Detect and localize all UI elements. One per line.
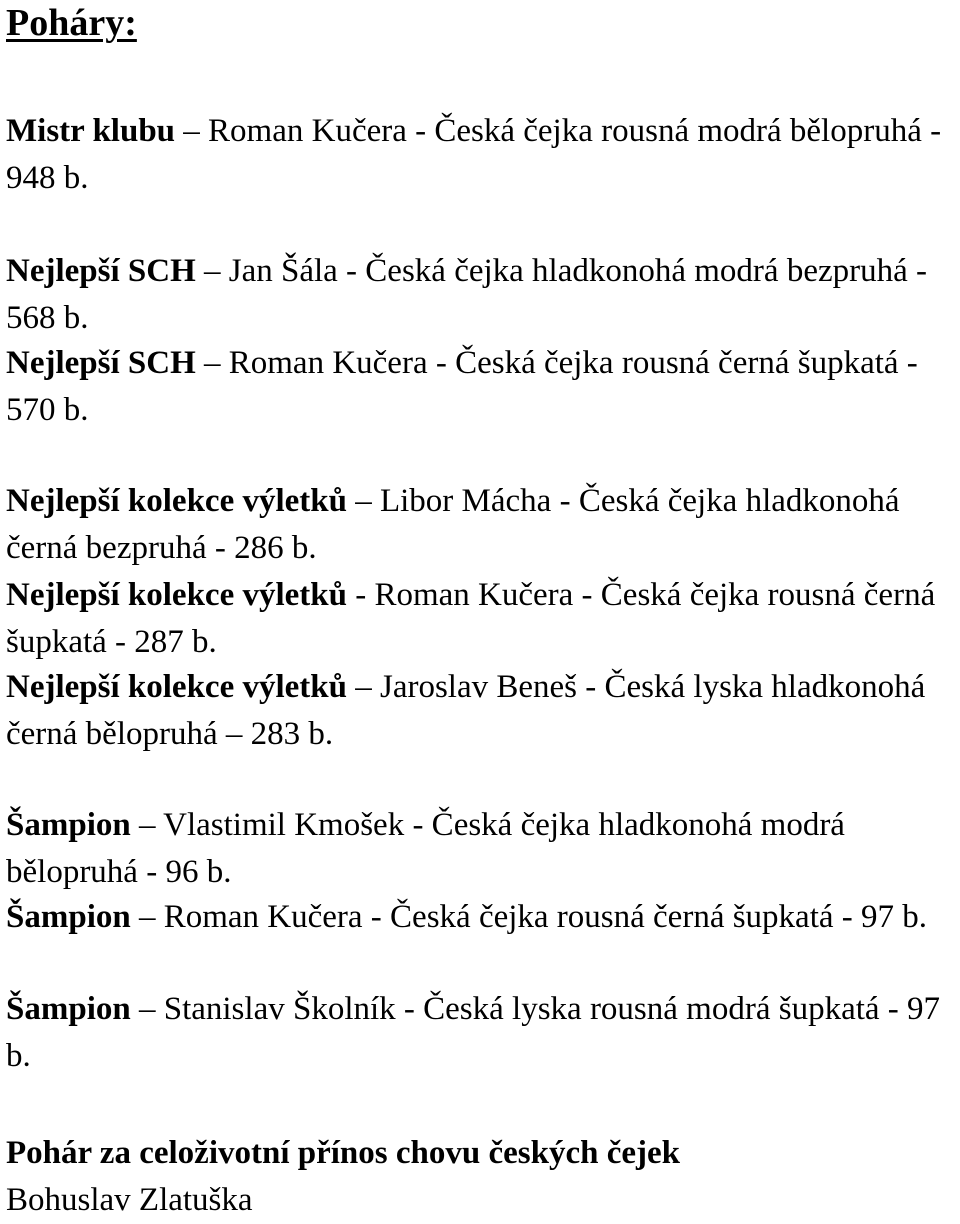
award-text: – Jaroslav Beneš - Česká lyska hladkonohá černá bělopruhá – 283 b. (6, 669, 926, 752)
document-page (6, 0, 956, 1218)
award-text: – Vlastimil Kmošek - Česká čejka hladkonohá modrá bělopruhá - 96 b. (6, 807, 845, 890)
award-text: – Roman Kučera - Česká čejka rousná černá šupkatá - 97 b. (130, 899, 928, 935)
award-label: Pohár za celoživotní přínos chovu českých čejek (6, 1135, 680, 1171)
award-lifetime (6, 1130, 680, 1224)
award-text: - Roman Kučera - Česká čejka rousná černá šupkatá - 287 b. (6, 577, 936, 660)
award-nejlepsi-sch-1 (6, 248, 956, 342)
award-text: – Libor Mácha - Česká čejka hladkonohá černá bezpruhá - 286 b. (6, 483, 900, 566)
award-label: Mistr klubu (6, 113, 176, 149)
award-kolekce-vyletku-3 (6, 664, 956, 758)
award-nejlepsi-sch-2 (6, 340, 956, 434)
award-sampion-2 (6, 894, 927, 941)
award-kolekce-vyletku-1 (6, 478, 956, 572)
award-label: Šampion (6, 899, 131, 935)
award-label: Nejlepší SCH (6, 345, 196, 381)
page-title: Poháry: (6, 2, 137, 44)
award-sampion-1 (6, 802, 956, 896)
award-text: – Stanislav Školník - Česká lyska rousná modrá šupkatá - 97 b. (6, 991, 941, 1074)
award-text: – Roman Kučera - Česká čejka rousná modrá bělopruhá - 948 b. (6, 113, 942, 196)
award-label: Nejlepší SCH (6, 253, 196, 289)
award-sampion-3 (6, 986, 956, 1080)
award-label: Šampion (6, 807, 131, 843)
award-mistr-klubu (6, 108, 956, 202)
award-recipient: Bohuslav Zlatuška (6, 1182, 253, 1218)
award-label: Nejlepší kolekce výletků (6, 669, 347, 705)
award-label: Nejlepší kolekce výletků (6, 483, 347, 519)
award-label: Šampion (6, 991, 131, 1027)
award-label: Nejlepší kolekce výletků (6, 577, 347, 613)
award-text: – Jan Šála - Česká čejka hladkonohá modrá bezpruhá - 568 b. (6, 253, 927, 336)
award-kolekce-vyletku-2 (6, 572, 956, 666)
award-text: – Roman Kučera - Česká čejka rousná černá šupkatá - 570 b. (6, 345, 918, 428)
